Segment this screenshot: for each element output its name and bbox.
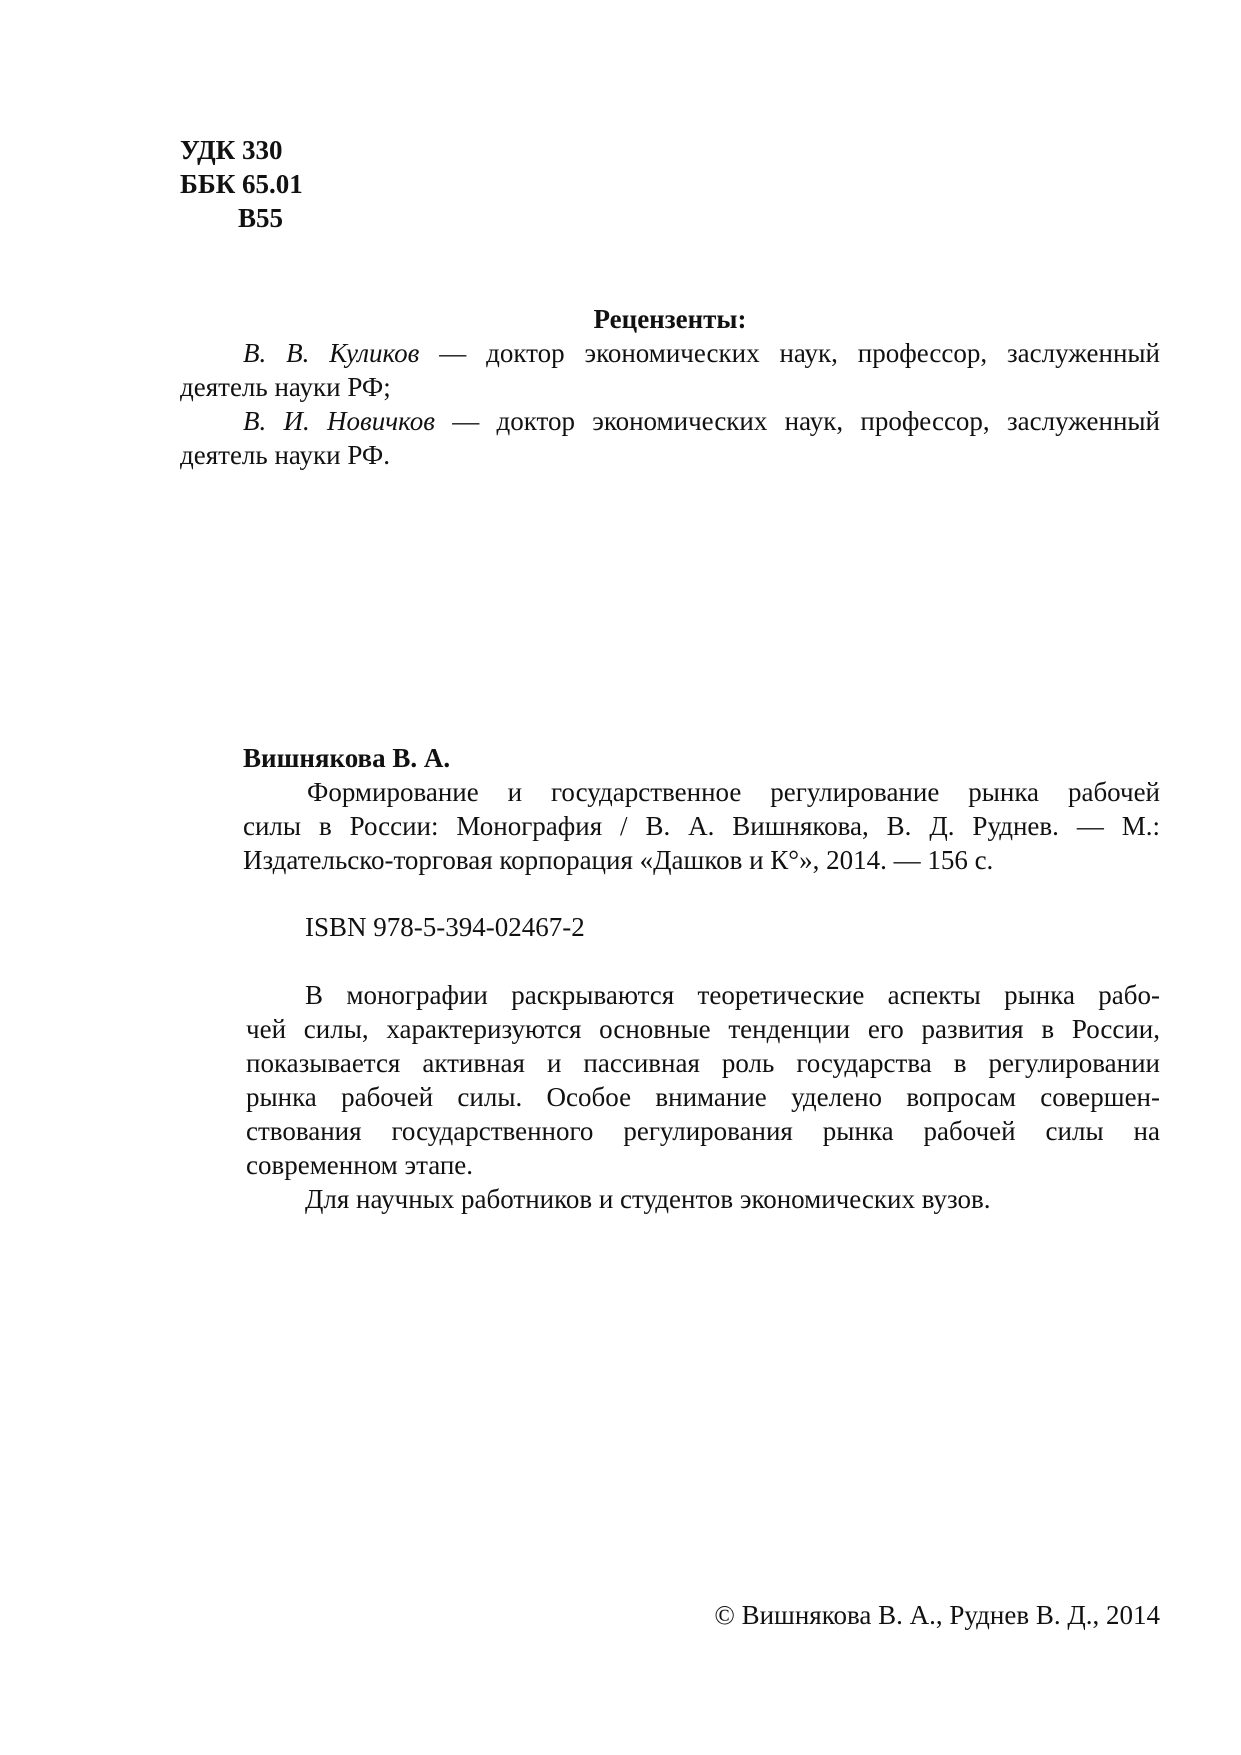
reviewer-1-description: — доктор экономических наук, профессор, заслуженный: [419, 338, 1161, 368]
abstract-line: чей силы, характеризуются основные тенденции его развития в России,: [246, 1014, 1160, 1044]
bibliography-line: Издательско-торговая корпорация «Дашков и К°», 2014. — 156 с.: [243, 845, 994, 875]
reviewer-2-description: — доктор экономических наук, профессор, заслуженный: [434, 406, 1160, 436]
audience-note: Для научных работников и студентов экономических вузов.: [305, 1184, 991, 1214]
copyright: © Вишнякова В. А., Руднев В. Д., 2014: [714, 1600, 1160, 1630]
reviewers-heading: Рецензенты:: [593, 304, 747, 334]
author-mark: В55: [238, 203, 284, 233]
reviewer-2-line-1: [243, 404, 1160, 438]
reviewer-1-line-1: [243, 336, 1160, 370]
bibliography-line: силы в России: Монография / В. А. Вишнякова, В. Д. Руднев. — М.:: [243, 811, 1160, 841]
abstract-line: показывается активная и пассивная роль государства в регулировании: [246, 1048, 1160, 1078]
reviewer-2-line-2: деятель науки РФ.: [180, 440, 390, 470]
abstract-line: В монографии раскрываются теоретические аспекты рынка рабо-: [305, 980, 1160, 1010]
bibliography-line: Формирование и государственное регулирование рынка рабочей: [307, 777, 1160, 807]
abstract-line: рынка рабочей силы. Особое внимание уделено вопросам совершен-: [246, 1082, 1160, 1112]
isbn: ISBN 978-5-394-02467-2: [305, 912, 585, 942]
udk-code: УДК 330: [180, 135, 283, 165]
reviewer-2-name: В. И. Новичков: [243, 406, 435, 436]
reviewer-1-line-2: деятель науки РФ;: [180, 372, 391, 402]
bibliography-author: Вишнякова В. А.: [243, 743, 451, 773]
bbk-code: ББК 65.01: [180, 169, 303, 199]
reviewer-1-name: В. В. Куликов: [243, 338, 420, 368]
abstract-line: ствования государственного регулирования рынка рабочей силы на: [246, 1116, 1160, 1146]
abstract-line: современном этапе.: [246, 1150, 474, 1180]
